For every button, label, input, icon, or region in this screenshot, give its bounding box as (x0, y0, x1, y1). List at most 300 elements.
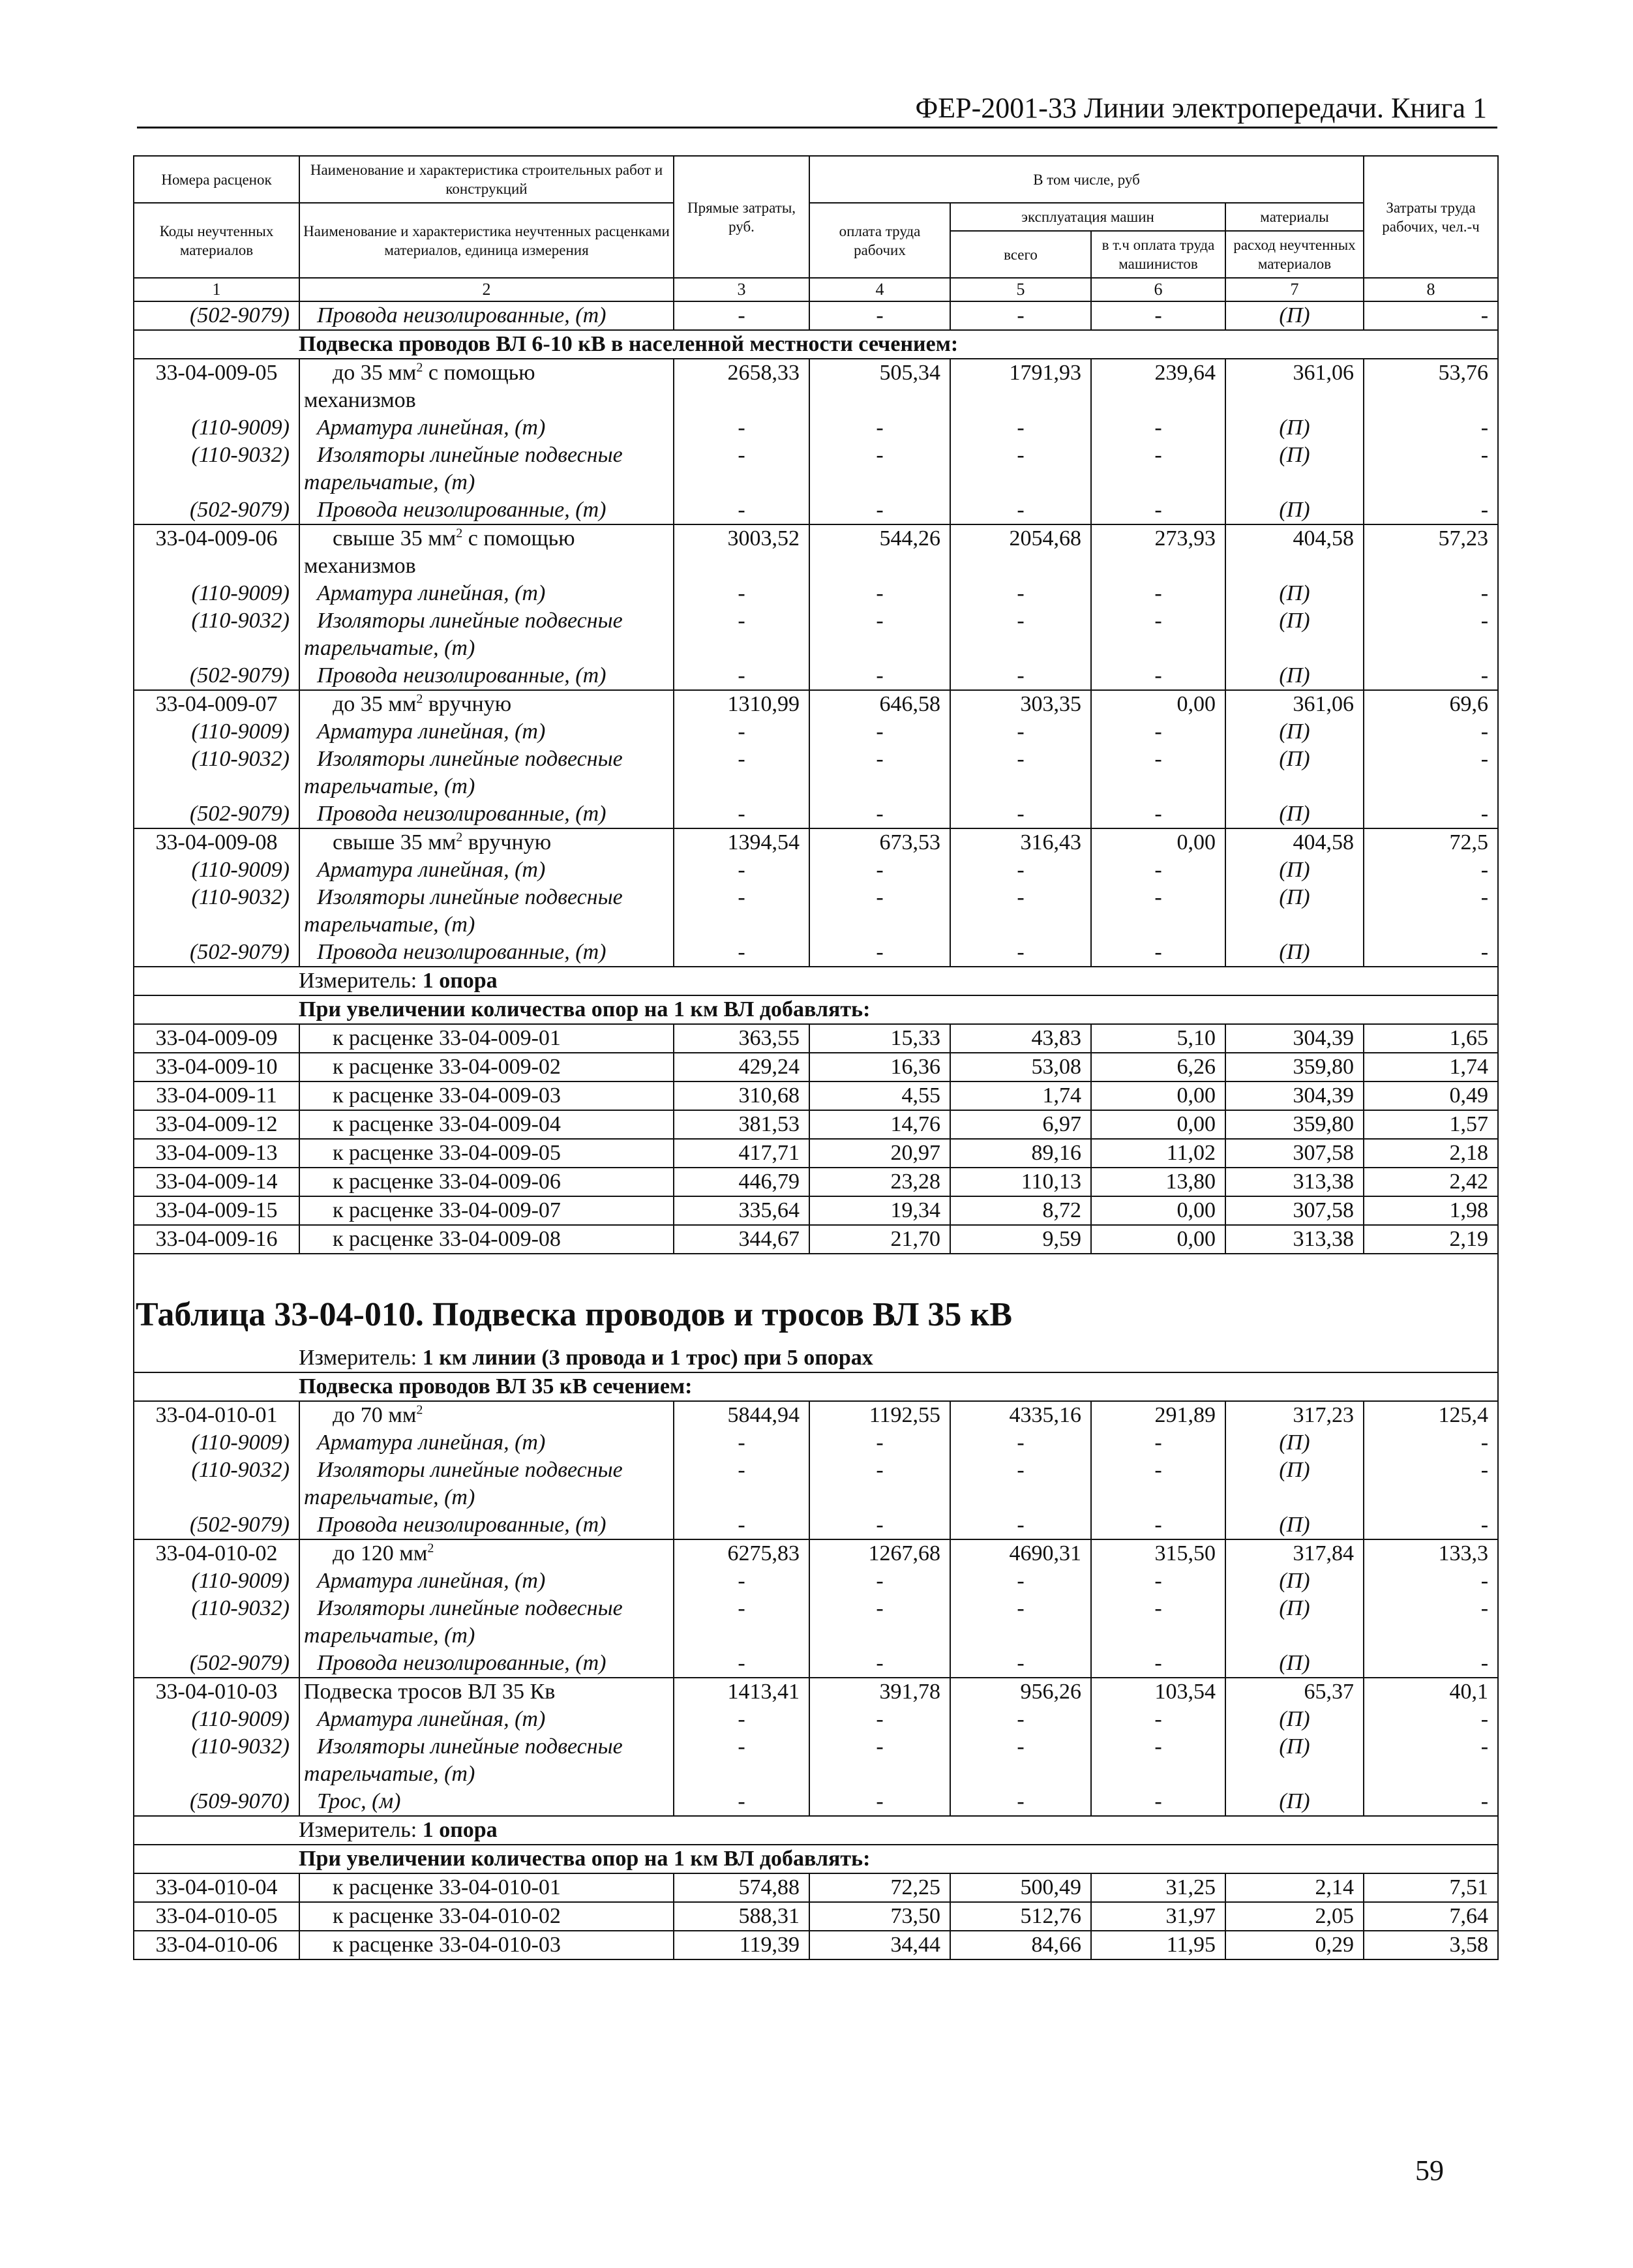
rate-code-cell (134, 359, 299, 387)
labor-hours-cell (1364, 1225, 1498, 1254)
rate-name-cell (299, 1139, 674, 1168)
material-name-cell (299, 1788, 674, 1816)
material-code-cell (134, 800, 299, 828)
value: 69,6 (1449, 692, 1489, 716)
rate-code-cell (134, 1139, 299, 1168)
value-cell (674, 607, 809, 635)
material-name: Провода неизолированные, (т) (317, 1651, 607, 1675)
value-cell (1091, 1788, 1225, 1816)
value-cell (1364, 800, 1498, 828)
value-cell (674, 718, 809, 746)
value: 1,98 (1449, 1198, 1489, 1222)
value-cell (1364, 496, 1498, 524)
dash: - (1154, 858, 1162, 882)
material-name: Провода неизолированные, (т) (317, 940, 607, 964)
column-number: 3 (737, 280, 746, 299)
materials-cell (1225, 690, 1364, 718)
dash: - (1480, 303, 1489, 327)
materials-cell (1225, 1024, 1364, 1053)
material-code: (110-9032) (191, 747, 290, 771)
material-name: Изоляторы линейные подвесные (317, 1734, 623, 1759)
material-row (134, 1706, 1498, 1733)
material-code: (502-9079) (190, 1651, 290, 1675)
empty-cell (1225, 1761, 1364, 1788)
value: 344,67 (738, 1227, 800, 1251)
p-mark: (П) (1279, 747, 1310, 771)
dash: - (1480, 663, 1489, 688)
value-cell (1364, 1511, 1498, 1539)
column-numbers-row (134, 278, 1498, 301)
value-cell (950, 1733, 1091, 1761)
p-mark: (П) (1279, 1596, 1310, 1620)
labor-pay-cell (809, 1873, 950, 1902)
materials-cell (1225, 1053, 1364, 1081)
value: 2,42 (1449, 1170, 1489, 1194)
materials-cell (1225, 1678, 1364, 1706)
sup-2: 2 (456, 526, 463, 541)
value: 391,78 (879, 1680, 940, 1704)
empty-cell (134, 1484, 299, 1511)
dash: - (876, 1513, 884, 1537)
dash: - (876, 1789, 884, 1813)
value-cell (950, 800, 1091, 828)
column-number-cell (809, 278, 950, 301)
value-cell (1364, 414, 1498, 442)
rate-code-cell (134, 1110, 299, 1139)
value: 14,76 (890, 1112, 940, 1136)
column-number: 8 (1426, 280, 1435, 299)
empty-cell (950, 911, 1091, 939)
value-cell (1091, 1511, 1225, 1539)
dash: - (1154, 1458, 1162, 1482)
unit-row (134, 1344, 1498, 1372)
material-name-cell (299, 856, 674, 884)
machinist-pay-cell (1091, 828, 1225, 856)
material-code: (110-9009) (191, 1430, 290, 1455)
value-cell (1364, 1595, 1498, 1622)
value: 84,66 (1031, 1933, 1081, 1957)
value: 2054,68 (1009, 526, 1081, 551)
material-name-cell (299, 496, 674, 524)
empty-cell (809, 773, 950, 800)
value-cell (809, 1429, 950, 1457)
page-number: 59 (1415, 2155, 1444, 2186)
labor-hours-cell (1364, 524, 1498, 552)
material-name-cell (299, 884, 674, 911)
p-mark: (П) (1279, 719, 1310, 744)
value: 4335,16 (1009, 1403, 1081, 1427)
dash: - (1154, 1596, 1162, 1620)
header-material-names (299, 203, 674, 278)
labor-pay-cell (809, 1401, 950, 1429)
header-text: Затраты труда рабочих, чел.-ч (1382, 199, 1480, 235)
value-cell (1364, 1706, 1498, 1733)
p-mark: (П) (1279, 802, 1310, 826)
value: 0,00 (1176, 1198, 1216, 1222)
rate-name-cell (299, 387, 674, 414)
value: 363,55 (738, 1026, 800, 1050)
materials-cell (1225, 1168, 1364, 1196)
rate-code-cell (134, 1168, 299, 1196)
machinist-pay-cell (1091, 524, 1225, 552)
value: 359,80 (1293, 1112, 1355, 1136)
empty-cell (1364, 911, 1498, 939)
material-code-cell (134, 1511, 299, 1539)
rate-row (134, 690, 1498, 718)
machines-cell (950, 1931, 1091, 1959)
value-cell (950, 718, 1091, 746)
dash: - (1154, 609, 1162, 633)
running-header: ФЕР-2001-33 Линии электропередачи. Книга 1 (915, 92, 1487, 124)
value: 417,71 (738, 1141, 800, 1165)
rate-name: механизмов (304, 554, 416, 578)
labor-hours-cell (1364, 1024, 1498, 1053)
p-mark: (П) (1279, 609, 1310, 633)
sup-2: 2 (456, 830, 463, 845)
value-cell (809, 301, 950, 330)
value-cell (809, 414, 950, 442)
value: 646,58 (879, 692, 940, 716)
rate-name: к расценке 33-04-009-03 (333, 1083, 561, 1108)
materials-cell (1225, 1902, 1364, 1931)
add-row (134, 1225, 1498, 1254)
value-cell (1091, 301, 1225, 330)
dash: - (738, 1569, 745, 1593)
value: 119,39 (739, 1933, 800, 1957)
material-name: тарельчатые, (т) (304, 1624, 475, 1648)
rate-code-cell (134, 1196, 299, 1225)
material-name-cell (299, 718, 674, 746)
rate-code: 33-04-010-06 (155, 1933, 278, 1957)
rate-code-cell (134, 1873, 299, 1902)
dash: - (1154, 1430, 1162, 1455)
value: 4,55 (901, 1083, 940, 1108)
material-name-cell (299, 1567, 674, 1595)
spacer (134, 1254, 1497, 1280)
material-name-cell (299, 1511, 674, 1539)
dash: - (1017, 1596, 1025, 1620)
value: 317,23 (1293, 1403, 1355, 1427)
value: 291,89 (1154, 1403, 1216, 1427)
value-cell (950, 939, 1091, 967)
p-mark: (П) (1279, 443, 1310, 467)
dash: - (1480, 581, 1489, 605)
rate-name: Подвеска тросов ВЛ 35 Кв (304, 1680, 556, 1704)
materials-cell (1225, 1196, 1364, 1225)
dash: - (1480, 443, 1489, 467)
value-cell (674, 414, 809, 442)
dash: - (876, 1651, 884, 1675)
value: 9,59 (1042, 1227, 1081, 1251)
machinist-pay-cell (1091, 690, 1225, 718)
machinist-pay-cell (1091, 1678, 1225, 1706)
rate-code: 33-04-009-08 (155, 830, 278, 854)
dash: - (1017, 747, 1025, 771)
labor-pay-cell (809, 828, 950, 856)
value-cell (1364, 1567, 1498, 1595)
empty-cell (1091, 635, 1225, 662)
rate-code-cell (134, 1678, 299, 1706)
rate-name: вручную (462, 830, 552, 854)
value: 505,34 (879, 361, 940, 385)
value: 53,76 (1438, 361, 1489, 385)
empty-cell (950, 773, 1091, 800)
rate-name-cell (299, 1081, 674, 1110)
column-number: 6 (1154, 280, 1163, 299)
value: 23,28 (890, 1170, 940, 1194)
material-code-cell (134, 1706, 299, 1733)
value-cell (950, 1706, 1091, 1733)
material-name-cell (299, 1622, 674, 1650)
material-code: (502-9079) (190, 498, 290, 522)
unit-value: 1 опора (422, 1818, 498, 1842)
empty-cell (1225, 635, 1364, 662)
rate-name: к расценке 33-04-010-01 (333, 1875, 561, 1899)
empty-cell (1225, 552, 1364, 580)
rate-code: 33-04-009-10 (155, 1055, 278, 1079)
dash: - (876, 581, 884, 605)
value: 6275,83 (727, 1541, 800, 1565)
material-code: (110-9032) (191, 885, 290, 909)
material-name-cell (299, 442, 674, 469)
dash: - (1154, 747, 1162, 771)
material-name: Арматура линейная, (т) (317, 416, 546, 440)
dash: - (1154, 443, 1162, 467)
dash: - (738, 443, 745, 467)
value-cell (674, 1733, 809, 1761)
rate-code: 33-04-009-15 (155, 1198, 278, 1222)
machines-cell (950, 359, 1091, 387)
value-cell (1225, 301, 1364, 330)
header-labor-costs (1364, 156, 1498, 278)
value: 21,70 (890, 1227, 940, 1251)
value: 1192,55 (869, 1403, 940, 1427)
p-mark: (П) (1279, 940, 1310, 964)
value: 500,49 (1020, 1875, 1081, 1899)
value: 20,97 (890, 1141, 940, 1165)
value: 304,39 (1293, 1083, 1355, 1108)
dash: - (1480, 1458, 1489, 1482)
material-code-cell (134, 1788, 299, 1816)
direct-costs-cell (674, 1401, 809, 1429)
rate-code: 33-04-010-02 (155, 1541, 278, 1565)
value: 359,80 (1293, 1055, 1355, 1079)
dash: - (1017, 498, 1025, 522)
value-cell (1225, 1429, 1364, 1457)
header-labor-pay (809, 203, 950, 278)
dash: - (1480, 1789, 1489, 1813)
empty-cell (134, 1622, 299, 1650)
empty-cell (1091, 1761, 1225, 1788)
sup-2: 2 (416, 1402, 423, 1417)
dash: - (738, 858, 745, 882)
value-cell (1225, 496, 1364, 524)
empty-cell (1091, 552, 1225, 580)
material-row (134, 1457, 1498, 1484)
p-mark: (П) (1279, 1789, 1310, 1813)
value: 8,72 (1042, 1198, 1081, 1222)
materials-cell (1225, 1225, 1364, 1254)
dash: - (1480, 940, 1489, 964)
rate-name: свыше 35 мм (333, 526, 457, 551)
dash: - (876, 663, 884, 688)
material-code: (110-9032) (191, 609, 290, 633)
value-cell (950, 662, 1091, 690)
material-name-cell (299, 607, 674, 635)
value: 544,26 (879, 526, 940, 551)
value-cell (809, 662, 950, 690)
dash: - (1480, 609, 1489, 633)
material-name: Арматура линейная, (т) (317, 858, 546, 882)
value-cell (1225, 1733, 1364, 1761)
rate-name-cell (299, 1053, 674, 1081)
material-code-cell (134, 856, 299, 884)
material-code: (110-9009) (191, 719, 290, 744)
value-cell (1225, 1650, 1364, 1678)
dash: - (738, 1430, 745, 1455)
dash: - (1480, 747, 1489, 771)
value-cell (1364, 746, 1498, 773)
p-mark: (П) (1279, 885, 1310, 909)
empty-cell (809, 469, 950, 496)
rate-name-cell (299, 1539, 674, 1567)
labor-hours-cell (1364, 1139, 1498, 1168)
material-name-cell (299, 1484, 674, 1511)
direct-costs-cell (674, 1053, 809, 1081)
rate-name-cell (299, 1024, 674, 1053)
direct-costs-cell (674, 1225, 809, 1254)
machinist-pay-cell (1091, 1139, 1225, 1168)
labor-pay-cell (809, 1225, 950, 1254)
material-name: Изоляторы линейные подвесные (317, 1596, 623, 1620)
value-cell (674, 580, 809, 607)
dash: - (738, 1789, 745, 1813)
empty-cell (950, 635, 1091, 662)
unit-row (134, 967, 1498, 995)
dash: - (738, 498, 745, 522)
header-rule (137, 127, 1497, 129)
rate-name: с помощью (462, 526, 575, 551)
value-cell (1364, 301, 1498, 330)
value-cell (1091, 884, 1225, 911)
section-row (134, 1372, 1498, 1401)
dash: - (1154, 1734, 1162, 1759)
direct-costs-cell (674, 1139, 809, 1168)
rate-name: вручную (423, 692, 512, 716)
rate-row (134, 828, 1498, 856)
dash: - (1017, 609, 1025, 633)
value: 239,64 (1154, 361, 1216, 385)
value-cell (950, 580, 1091, 607)
empty-cell (809, 1761, 950, 1788)
materials-cell (1225, 1401, 1364, 1429)
material-name-cell (299, 580, 674, 607)
value-cell (1091, 1429, 1225, 1457)
material-code: (502-9079) (190, 663, 290, 688)
rate-code: 33-04-009-07 (155, 692, 278, 716)
value-cell (950, 884, 1091, 911)
empty-cell (950, 1622, 1091, 1650)
value-cell (1364, 607, 1498, 635)
value: 1,74 (1449, 1055, 1489, 1079)
dash: - (1154, 802, 1162, 826)
unit-line (134, 1344, 1497, 1372)
labor-hours-cell (1364, 1081, 1498, 1110)
material-name: Изоляторы линейные подвесные (317, 443, 623, 467)
p-mark: (П) (1279, 416, 1310, 440)
dash: - (738, 1513, 745, 1537)
dash: - (1017, 663, 1025, 688)
empty-cell (674, 1622, 809, 1650)
value-cell (950, 1650, 1091, 1678)
materials-cell (1225, 1081, 1364, 1110)
column-number: 5 (1016, 280, 1025, 299)
dash: - (738, 940, 745, 964)
labor-pay-cell (809, 1024, 950, 1053)
column-number-cell (134, 278, 299, 301)
dash: - (1480, 416, 1489, 440)
value: 1394,54 (727, 830, 800, 854)
value-cell (1364, 1650, 1498, 1678)
empty-cell (950, 552, 1091, 580)
p-mark: (П) (1279, 1458, 1310, 1482)
dash: - (1017, 1513, 1025, 1537)
value-cell (1225, 580, 1364, 607)
value: 1267,68 (868, 1541, 940, 1565)
add-row (134, 1081, 1498, 1110)
empty-cell (809, 911, 950, 939)
material-row (134, 1429, 1498, 1457)
labor-hours-cell (1364, 1539, 1498, 1567)
value: 310,68 (738, 1083, 800, 1108)
rate-code-cell (134, 1024, 299, 1053)
dash: - (1017, 858, 1025, 882)
dash: - (1154, 1707, 1162, 1731)
value: 0,00 (1176, 1083, 1216, 1108)
value: 0,29 (1315, 1933, 1355, 1957)
dash: - (1017, 303, 1025, 327)
material-code-cell (134, 442, 299, 469)
rate-name: к расценке 33-04-009-02 (333, 1055, 561, 1079)
rate-name: механизмов (304, 388, 416, 412)
column-number: 1 (212, 280, 221, 299)
value-cell (1225, 856, 1364, 884)
dash: - (1480, 802, 1489, 826)
value-cell (950, 442, 1091, 469)
material-name: Изоляторы линейные подвесные (317, 1458, 623, 1482)
rate-code-cell (134, 1081, 299, 1110)
rate-code: 33-04-009-06 (155, 526, 278, 551)
labor-pay-cell (809, 690, 950, 718)
dash: - (876, 1458, 884, 1482)
labor-pay-cell (809, 1139, 950, 1168)
material-name-cell (299, 1457, 674, 1484)
rate-code: 33-04-009-14 (155, 1170, 278, 1194)
value-cell (1091, 1567, 1225, 1595)
value: 40,1 (1449, 1680, 1489, 1704)
material-code: (509-9070) (190, 1789, 290, 1813)
value: 103,54 (1154, 1680, 1216, 1704)
dash: - (738, 581, 745, 605)
material-code: (110-9009) (191, 416, 290, 440)
p-mark: (П) (1279, 581, 1310, 605)
labor-pay-cell (809, 1902, 950, 1931)
dash: - (1480, 1734, 1489, 1759)
material-code-cell (134, 496, 299, 524)
material-name: тарельчатые, (т) (304, 1485, 475, 1509)
empty-cell (134, 1761, 299, 1788)
value: 1,57 (1449, 1112, 1489, 1136)
